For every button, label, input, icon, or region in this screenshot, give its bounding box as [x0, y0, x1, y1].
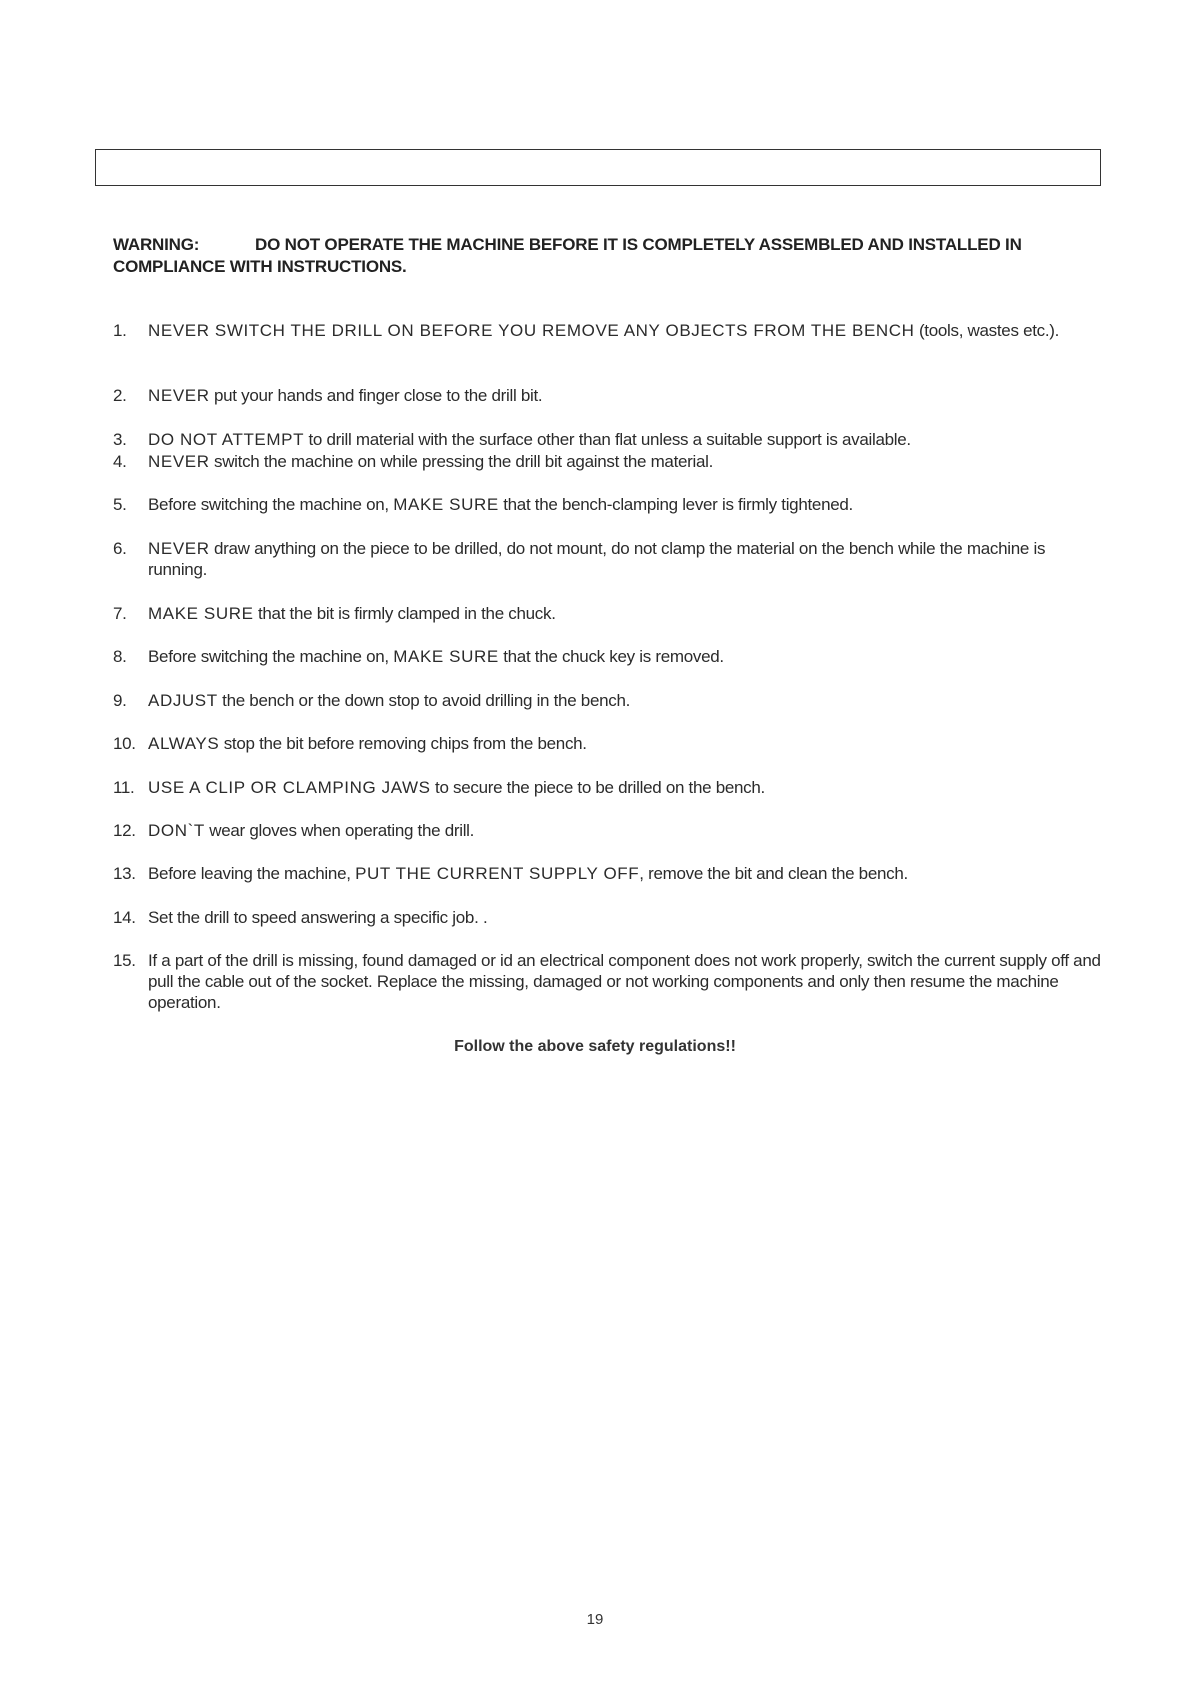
item-emphasis: DO NOT ATTEMPT	[148, 430, 305, 449]
item-number: 4.	[113, 452, 127, 471]
item-body: stop the bit before removing chips from the bench.	[219, 734, 587, 753]
item-lead: Before switching the machine on,	[148, 495, 394, 514]
item-number: 6.	[113, 539, 127, 558]
list-item	[113, 777, 1103, 798]
item-number: 12.	[113, 821, 136, 840]
warning-text: DO NOT OPERATE THE MACHINE BEFORE IT IS COMPLETELY ASSEMBLED AND INSTALLED IN COMPLIANCE WITH INSTRUCTIONS.	[113, 235, 1022, 276]
item-emphasis: PUT THE CURRENT SUPPLY OFF	[355, 864, 640, 883]
item-number: 11.	[113, 778, 135, 797]
item-emphasis: MAKE SURE	[393, 495, 499, 514]
item-text	[148, 451, 1103, 472]
list-item	[113, 907, 1103, 928]
item-emphasis: MAKE SURE	[393, 647, 499, 666]
list-item	[113, 646, 1103, 667]
closing-note: Follow the above safety regulations!!	[454, 1038, 736, 1055]
item-body: switch the machine on while pressing the drill bit against the material.	[209, 452, 714, 471]
list-item	[113, 733, 1103, 754]
list-item	[113, 385, 1103, 406]
item-number: 8.	[113, 647, 127, 666]
list-item	[113, 320, 1103, 341]
item-number: 9.	[113, 691, 127, 710]
list-item	[113, 690, 1103, 711]
item-text	[148, 907, 1103, 928]
item-body: the bench or the down stop to avoid drilling in the bench.	[217, 691, 631, 710]
item-text	[148, 690, 1103, 711]
item-text	[148, 385, 1103, 406]
item-text	[148, 603, 1103, 624]
item-number: 2.	[113, 386, 127, 405]
item-body: Set the drill to speed answering a specific job. .	[148, 908, 488, 927]
item-text	[148, 777, 1103, 798]
item-emphasis: ALWAYS	[148, 734, 220, 753]
item-number: 5.	[113, 495, 127, 514]
item-body: put your hands and finger close to the drill bit.	[209, 386, 543, 405]
item-text	[148, 320, 1103, 341]
header-frame	[95, 149, 1101, 186]
item-number: 15.	[113, 951, 136, 970]
item-body: that the bench-clamping lever is firmly tightened.	[498, 495, 853, 514]
item-body: to secure the piece to be drilled on the bench.	[430, 778, 765, 797]
list-item	[113, 820, 1103, 841]
page-number: 19	[586, 1611, 604, 1628]
item-body: wear gloves when operating the drill.	[204, 821, 475, 840]
item-body: If a part of the drill is missing, found damaged or id an electrical component does not work properly, switch the current supply off and pull the cable out of the socket. Replace the missing, damaged or not working components and only then resume the machine operation.	[148, 951, 1101, 1012]
item-text	[148, 820, 1103, 841]
item-emphasis: MAKE SURE	[148, 604, 254, 623]
item-emphasis: DON`T	[148, 821, 205, 840]
item-emphasis: NEVER	[148, 539, 210, 558]
item-number: 13.	[113, 864, 136, 883]
item-text	[148, 429, 1103, 450]
item-text	[148, 863, 1103, 884]
item-text	[148, 733, 1103, 754]
list-item	[113, 538, 1103, 580]
item-number: 3.	[113, 430, 127, 449]
list-item	[113, 494, 1103, 515]
item-number: 1.	[113, 321, 127, 340]
item-emphasis: NEVER SWITCH THE DRILL ON BEFORE YOU REMOVE ANY OBJECTS FROM THE BENCH	[148, 321, 915, 340]
item-emphasis: ADJUST	[148, 691, 218, 710]
item-emphasis: USE A CLIP OR CLAMPING JAWS	[148, 778, 431, 797]
item-number: 7.	[113, 604, 127, 623]
warning-label: WARNING:	[113, 235, 200, 254]
item-number: 14.	[113, 908, 136, 927]
warning-block	[113, 234, 1103, 278]
list-item	[113, 603, 1103, 624]
item-lead: Before switching the machine on,	[148, 647, 394, 666]
item-text	[148, 646, 1103, 667]
item-body: (tools, wastes etc.).	[914, 321, 1060, 340]
item-body: , remove the bit and clean the bench.	[639, 864, 908, 883]
item-text	[148, 950, 1103, 1013]
list-item	[113, 429, 1103, 450]
item-emphasis: NEVER	[148, 386, 210, 405]
item-text	[148, 538, 1103, 580]
item-emphasis: NEVER	[148, 452, 210, 471]
item-body: to drill material with the surface other than flat unless a suitable support is available.	[304, 430, 911, 449]
list-item	[113, 863, 1103, 884]
item-body: draw anything on the piece to be drilled, do not mount, do not clamp the material on the bench while the machine is running.	[148, 539, 1046, 579]
item-number: 10.	[113, 734, 136, 753]
item-body: that the chuck key is removed.	[498, 647, 724, 666]
item-body: that the bit is firmly clamped in the chuck.	[253, 604, 556, 623]
list-item	[113, 451, 1103, 472]
item-lead: Before leaving the machine,	[148, 864, 356, 883]
list-item	[113, 950, 1103, 1013]
item-text	[148, 494, 1103, 515]
